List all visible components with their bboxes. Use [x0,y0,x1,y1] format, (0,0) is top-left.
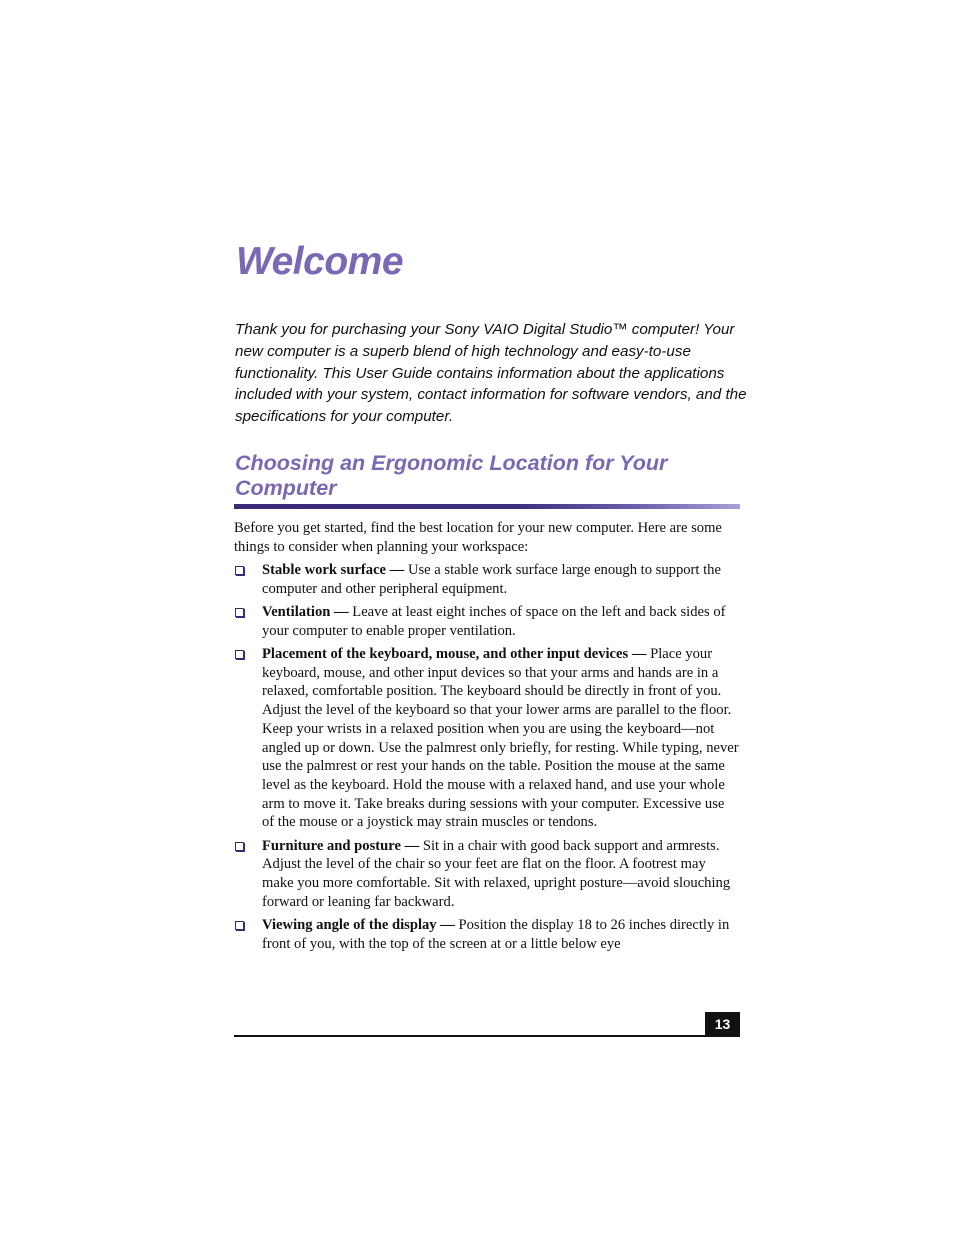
intro-paragraph: Thank you for purchasing your Sony VAIO Digital Studio™ computer! Your new computer is a superb blend of high technology and easy-to-use functionality. This User Guide contains information about the applications included with your system, contact information for software vendors, and the specifications for your computer. [235,321,747,426]
section-divider [234,504,740,509]
bullet-term: Ventilation — [262,604,353,620]
checkbox-bullet-icon [235,608,244,617]
list-item [234,645,740,832]
checkbox-bullet-icon [235,921,244,930]
section-heading: Choosing an Ergonomic Location for Your Computer [235,451,668,500]
bullet-term: Furniture and posture — [262,837,423,854]
list-item [234,916,740,953]
page-number: 13 [705,1012,740,1036]
checkbox-bullet-icon [235,650,244,659]
bullet-text: Leave at least eight inches of space on the left and back sides of your computer to enable proper ventilation. [262,604,726,639]
list-item [234,603,740,640]
body-intro-paragraph: Before you get started, find the best location for your new computer. Here are some things to consider when planning your workspace: [234,520,722,555]
bullet-term: Placement of the keyboard, mouse, and other input devices — [262,646,651,662]
bullet-text: Use a stable work surface large enough to support the computer and other peripheral equipment. [262,562,721,597]
bullet-term: Viewing angle of the display — [262,917,459,934]
ergonomics-bullet-list [234,561,740,958]
bullet-text: Place your keyboard, mouse, and other input devices so that your arms and hands are in a relaxed, comfortable position. The keyboard should be directly in front of you. Adjust the level of the keyboard so that your lower arms are parallel to the floor. Keep your wrists in a relaxed position when you are using the keyboard—not angled up or down. Use the palmrest only briefly, for resting. While typing, never use the palmrest or rest your hands on the table. Position the mouse at the same level as the keyboard. Hold the mouse with a relaxed hand, and use your whole arm to move it. Take breaks during sessions with your computer. Excessive use of the mouse or a joystick may strain muscles or tendons. [262,646,739,831]
bullet-text: Position the display 18 to 26 inches directly in front of you, with the top of the screen at or a little below eye [262,917,730,952]
checkbox-bullet-icon [235,566,244,575]
checkbox-bullet-icon [235,842,244,851]
footer-divider [234,1035,740,1037]
list-item [234,837,740,912]
bullet-term: Stable work surface — [262,562,408,578]
page-title: Welcome [236,240,404,283]
bullet-text: Sit in a chair with good back support and armrests. Adjust the level of the chair so your feet are flat on the floor. A footrest may make you more comfortable. Sit with relaxed, upright posture—avoid slouching forward or leaning far backward. [262,837,731,910]
list-item [234,561,740,598]
